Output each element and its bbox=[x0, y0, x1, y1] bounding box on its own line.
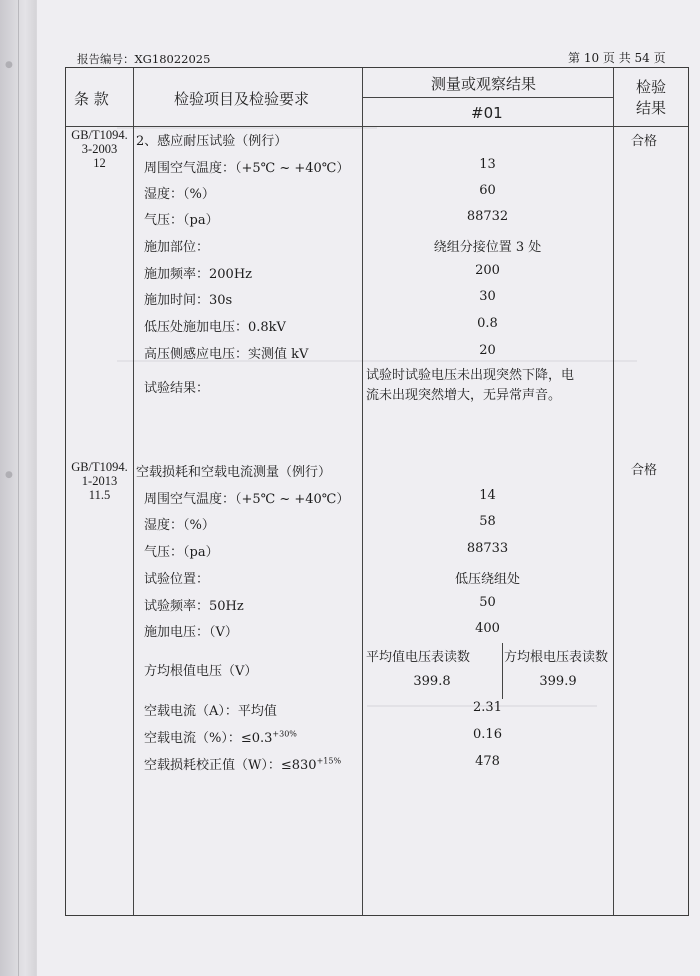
clause-line: 1-2013 bbox=[81, 474, 118, 488]
row-label: 高压侧感应电压：实测值 kV bbox=[144, 347, 309, 362]
report-number: 报告编号：XG18022025 bbox=[77, 52, 211, 66]
test-result-text-line1: 试验时试验电压未出现突然下降，电 bbox=[366, 368, 575, 383]
section2-title: 空载损耗和空载电流测量（例行） bbox=[136, 465, 332, 480]
row-value: 88733 bbox=[466, 541, 509, 556]
test-result-label: 试验结果： bbox=[144, 381, 210, 396]
header-divider bbox=[66, 126, 688, 127]
section1-title: 2、感应耐压试验（例行） bbox=[136, 134, 288, 149]
loss-tolerance: +15% bbox=[316, 756, 342, 766]
measure-subheader-divider bbox=[362, 97, 613, 98]
row-value: 400 bbox=[475, 621, 500, 636]
rms-meter-label: 方均根电压表读数 bbox=[504, 650, 609, 665]
row-label: 周围空气温度：（+5℃ ~ +40℃） bbox=[144, 492, 350, 507]
clause-line: GB/T1094. bbox=[71, 128, 128, 142]
row-label: 试验频率：50Hz bbox=[144, 599, 244, 614]
header-result-line1: 检验 bbox=[636, 78, 667, 96]
header-measure: 测量或观察结果 bbox=[431, 75, 537, 93]
row-label: 周围空气温度：（+5℃ ~ +40℃） bbox=[144, 161, 350, 176]
avg-meter-value: 399.8 bbox=[413, 674, 451, 689]
header-item: 检验项目及检验要求 bbox=[174, 90, 310, 108]
inspection-table bbox=[65, 67, 689, 916]
clause-line: 3-2003 bbox=[81, 142, 118, 156]
col-divider bbox=[613, 68, 614, 915]
row-label: 施加电压：（V） bbox=[144, 625, 238, 640]
binding-margin bbox=[0, 0, 36, 976]
clause-line: GB/T1094. bbox=[71, 460, 128, 474]
current-avg-label: 空载电流（A）：平均值 bbox=[144, 704, 277, 719]
binding-hole: ● bbox=[5, 470, 13, 480]
report-page bbox=[37, 0, 700, 976]
row-label: 施加频率：200Hz bbox=[144, 267, 252, 282]
row-value: 20 bbox=[479, 343, 496, 358]
rms-meter-value: 399.9 bbox=[539, 674, 577, 689]
clause-section1 bbox=[66, 128, 133, 170]
current-pct-tolerance: +30% bbox=[272, 729, 297, 739]
row-label: 施加时间：30s bbox=[144, 293, 233, 308]
row-value: 低压绕组处 bbox=[454, 572, 520, 587]
verdict-section1: 合格 bbox=[631, 134, 658, 149]
row-value: 13 bbox=[479, 157, 496, 172]
row-value: 50 bbox=[479, 595, 496, 610]
row-value: 58 bbox=[479, 514, 496, 529]
header-sample-no: #01 bbox=[471, 104, 503, 122]
rms-voltage-label: 方均根值电压（V） bbox=[144, 664, 258, 679]
clause-line: 11.5 bbox=[88, 488, 111, 502]
header-clause: 条 款 bbox=[74, 90, 109, 108]
row-label: 气压：（pa） bbox=[144, 545, 219, 560]
row-value: 60 bbox=[479, 183, 496, 198]
row-value: 88732 bbox=[466, 209, 509, 224]
clause-section2 bbox=[66, 460, 133, 502]
loss-text: 空载损耗校正值（W）：≤830 bbox=[144, 758, 317, 773]
loss-value: 478 bbox=[475, 754, 500, 769]
binding-hole: ● bbox=[5, 60, 13, 70]
row-label: 试验位置： bbox=[144, 572, 210, 587]
row-value: 0.8 bbox=[477, 316, 498, 331]
row-value: 200 bbox=[475, 263, 500, 278]
clause-line: 12 bbox=[93, 156, 106, 170]
current-pct-text: 空载电流（%）：≤0.3 bbox=[144, 731, 273, 746]
current-avg-value: 2.31 bbox=[473, 700, 502, 715]
row-label: 低压处施加电压：0.8kV bbox=[144, 320, 286, 335]
row-label: 气压：（pa） bbox=[144, 213, 219, 228]
current-pct-value: 0.16 bbox=[473, 727, 502, 742]
loss-label bbox=[144, 754, 341, 773]
row-value: 绕组分接位置 3 处 bbox=[433, 240, 542, 255]
row-label: 湿度：（%） bbox=[144, 518, 215, 533]
page-indicator: 第 10 页 共 54 页 bbox=[568, 51, 666, 65]
col-divider bbox=[133, 68, 134, 915]
meter-divider bbox=[502, 643, 503, 699]
row-label: 湿度：（%） bbox=[144, 187, 215, 202]
row-label: 施加部位： bbox=[144, 240, 210, 255]
header-result-line2: 结果 bbox=[636, 99, 667, 117]
page-fold bbox=[18, 0, 19, 976]
test-result-text-line2: 流未出现突然增大，无异常声音。 bbox=[366, 388, 562, 403]
avg-meter-label: 平均值电压表读数 bbox=[366, 650, 471, 665]
row-value: 14 bbox=[479, 488, 496, 503]
verdict-section2: 合格 bbox=[631, 463, 658, 478]
row-value: 30 bbox=[479, 289, 496, 304]
current-pct-label bbox=[144, 727, 297, 746]
